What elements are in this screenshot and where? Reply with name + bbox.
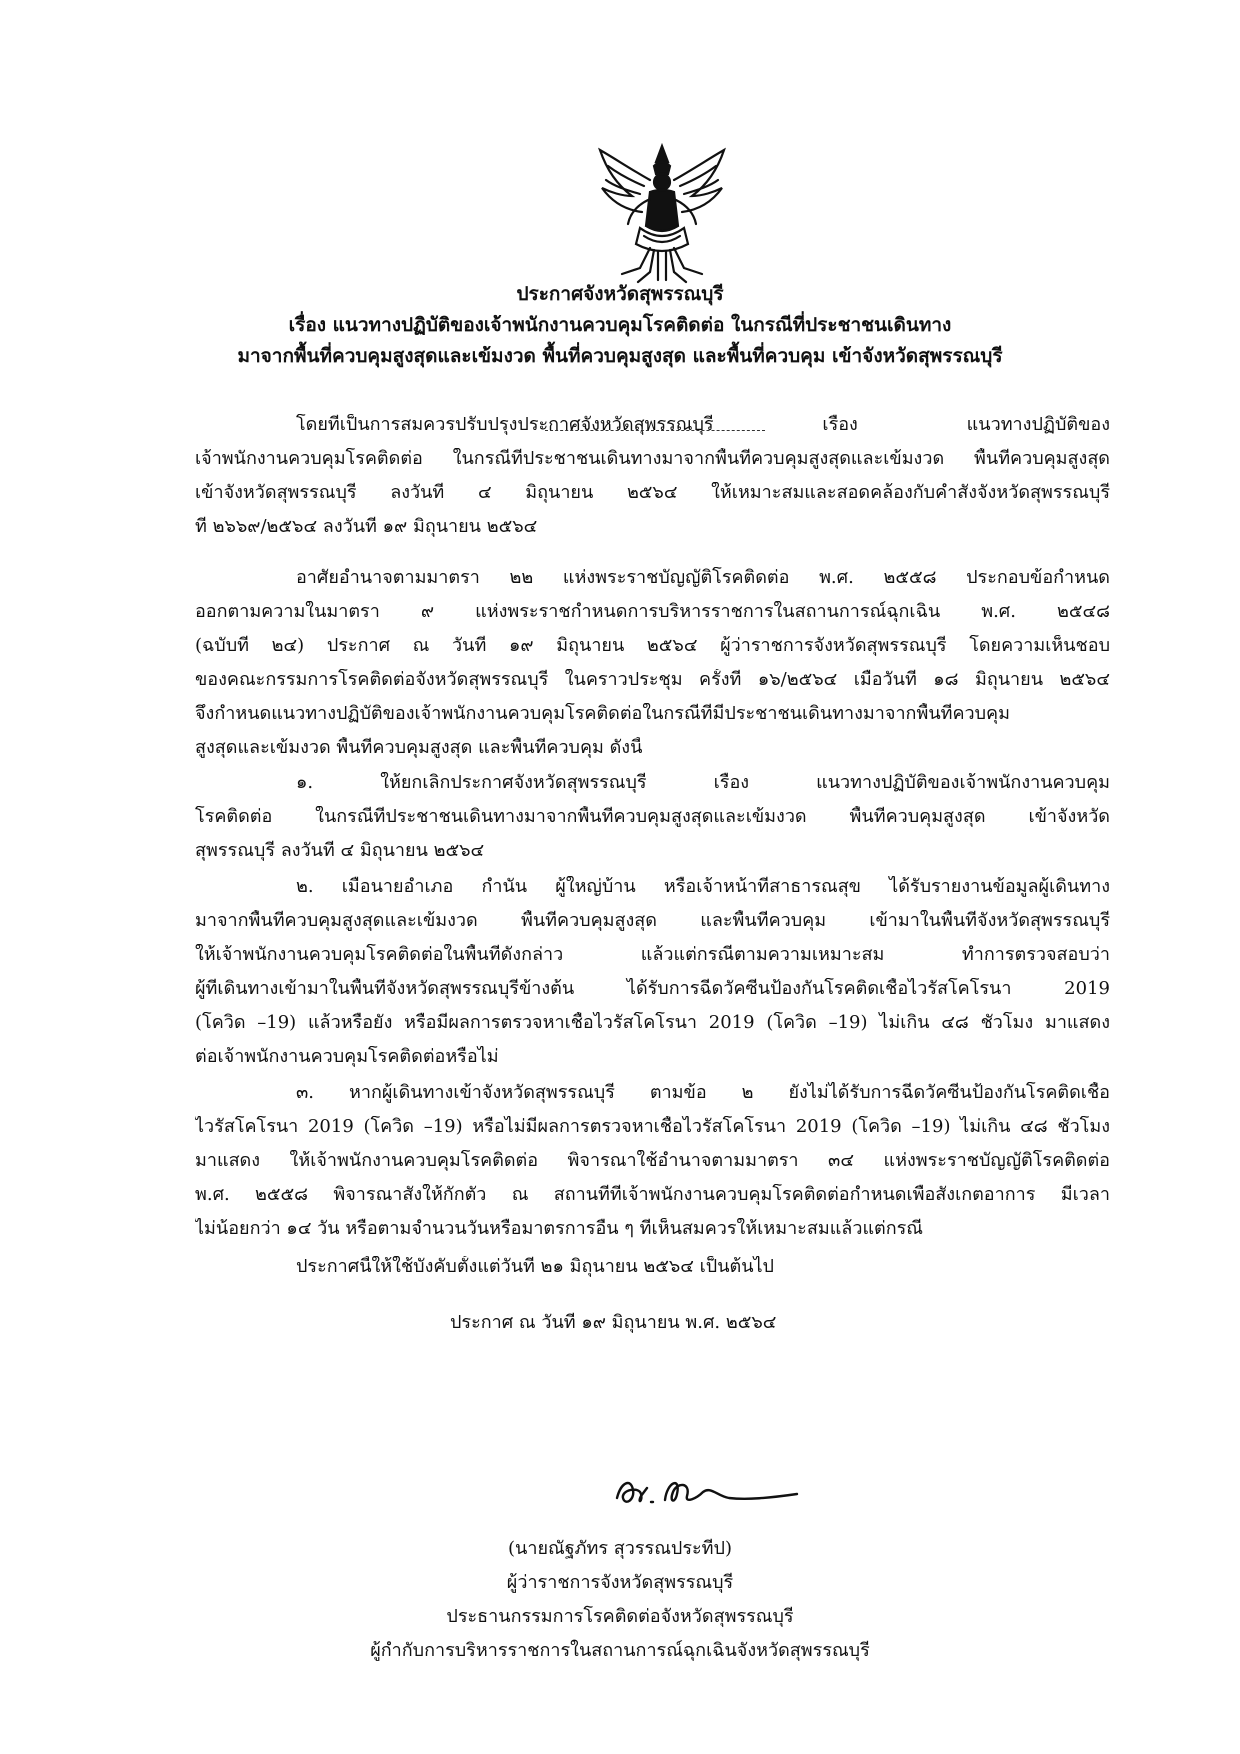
paragraph-line: เข้าจังหวัดสุพรรณบุรี ลงวันที่ ๔ มิถุนายน ๒๕๖๔ ให้เหมาะสมและสอดคล้องกับคำสั่งจังหวัดสุพรรณบุรี (195, 482, 1110, 503)
announcement-title: ประกาศจังหวัดสุพรรณบุรี (516, 283, 724, 305)
paragraph-line: ออกตามความในมาตรา ๙ แห่งพระราชกำหนดการบริหารราชการในสถานการณ์ฉุกเฉิน พ.ศ. ๒๕๔๘ (195, 601, 1110, 622)
clause-2-line: ให้เจ้าพนักงานควบคุมโรคติดต่อในพื้นที่ดังกล่าว แล้วแต่กรณีตามความเหมาะสม ทำการตรวจสอบว่า (195, 944, 1110, 965)
clause-3-line: ไวรัสโคโรนา 2019 (โควิด –19) หรือไม่มีผลการตรวจหาเชื้อไวรัสโคโรนา 2019 (โควิด –19) ไม่เกิน ๔๘ ชั่วโมง (195, 1116, 1110, 1137)
signatory-name: (นายณัฐภัทร สุวรรณประทีป) (508, 1538, 732, 1559)
paragraph-line: อาศัยอำนาจตามมาตรา ๒๒ แห่งพระราชบัญญัติโรคติดต่อ พ.ศ. ๒๕๕๘ ประกอบข้อกำหนด (296, 567, 1110, 588)
clause-1-line: ๑. ให้ยกเลิกประกาศจังหวัดสุพรรณบุรี เรื่อง แนวทางปฏิบัติของเจ้าพนักงานควบคุม (296, 772, 1110, 793)
paragraph-line: ของคณะกรรมการโรคติดต่อจังหวัดสุพรรณบุรี ในคราวประชุม ครั้งที่ ๑๖/๒๕๖๔ เมื่อวันที่ ๑๘ มิถุนายน ๒๕๖๔ (195, 669, 1110, 690)
clause-1-line: สุพรรณบุรี ลงวันที่ ๔ มิถุนายน ๒๕๖๔ (195, 840, 485, 861)
paragraph-line: โดยที่เป็นการสมควรปรับปรุงประกาศจังหวัดสุพรรณบุรี เรื่อง แนวทางปฏิบัติของ (296, 414, 1110, 435)
clause-3-line: มาแสดง ให้เจ้าพนักงานควบคุมโรคติดต่อ พิจารณาใช้อำนาจตามมาตรา ๓๔ แห่งพระราชบัญญัติโรคติดต่อ (195, 1150, 1110, 1171)
announcement-date: ประกาศ ณ วันที่ ๑๙ มิถุนายน พ.ศ. ๒๕๖๔ (450, 1312, 777, 1333)
clause-2-line: มาจากพื้นที่ควบคุมสูงสุดและเข้มงวด พื้นที่ควบคุมสูงสุด และพื้นที่ควบคุม เข้ามาในพื้นที่จังหวัดสุพรรณบุรี (195, 910, 1110, 931)
paragraph-line: สูงสุดและเข้มงวด พื้นที่ควบคุมสูงสุด และพื้นที่ควบคุม ดังนี้ (195, 737, 643, 758)
paragraph-line: เจ้าพนักงานควบคุมโรคติดต่อ ในกรณีที่ประชาชนเดินทางมาจากพื้นที่ควบคุมสูงสุดและเข้มงวด พื้นที่ควบคุมสูงสุด (195, 448, 1110, 469)
signatory-position: ผู้กำกับการบริหารราชการในสถานการณ์ฉุกเฉินจังหวัดสุพรรณบุรี (370, 1640, 870, 1661)
effective-date-line: ประกาศนี้ให้ใช้บังคับตั้งแต่วันที่ ๒๑ มิถุนายน ๒๕๖๔ เป็นต้นไป (296, 1256, 774, 1277)
clause-2-line: ผู้ที่เดินทางเข้ามาในพื้นที่จังหวัดสุพรรณบุรีข้างต้น ได้รับการฉีดวัคซีนป้องกันโรคติดเชื้อไวรัสโคโรนา 2019 (195, 978, 1110, 999)
paragraph-line: ที่ ๒๖๖๙/๒๕๖๔ ลงวันที่ ๑๙ มิถุนายน ๒๕๖๔ (195, 516, 538, 537)
subject-line-1: เรื่อง แนวทางปฏิบัติของเจ้าพนักงานควบคุมโรคติดต่อ ในกรณีที่ประชาชนเดินทาง (288, 314, 952, 336)
clause-3-line: ๓. หากผู้เดินทางเข้าจังหวัดสุพรรณบุรี ตามข้อ ๒ ยังไม่ได้รับการฉีดวัคซีนป้องกันโรคติดเชื้อ (296, 1082, 1110, 1103)
clause-1-line: โรคติดต่อ ในกรณีที่ประชาชนเดินทางมาจากพื้นที่ควบคุมสูงสุดและเข้มงวด พื้นที่ควบคุมสูงสุด เข้าจังหวัด (195, 806, 1110, 827)
clause-2-line: ต่อเจ้าพนักงานควบคุมโรคติดต่อหรือไม่ (195, 1046, 499, 1067)
paragraph-line: จึงกำหนดแนวทางปฏิบัติของเจ้าพนักงานควบคุมโรคติดต่อในกรณีที่มีประชาชนเดินทางมาจากพื้นที่ควบคุม (195, 703, 1010, 724)
clause-3-line: ไม่น้อยกว่า ๑๔ วัน หรือตามจำนวนวันหรือมาตรการอื่น ๆ ที่เห็นสมควรให้เหมาะสมแล้วแต่กรณี (195, 1218, 923, 1239)
clause-2-line: (โควิด –19) แล้วหรือยัง หรือมีผลการตรวจหาเชื้อไวรัสโคโรนา 2019 (โควิด –19) ไม่เกิน ๔๘ ชั่วโมง มาแสดง (195, 1012, 1110, 1033)
garuda-emblem-icon (592, 140, 732, 288)
signatory-position: ประธานกรรมการโรคติดต่อจังหวัดสุพรรณบุรี (446, 1606, 794, 1627)
clause-2-line: ๒. เมื่อนายอำเภอ กำนัน ผู้ใหญ่บ้าน หรือเจ้าหน้าที่สาธารณสุข ได้รับรายงานข้อมูลผู้เดินทาง (296, 876, 1110, 897)
signatory-position: ผู้ว่าราชการจังหวัดสุพรรณบุรี (506, 1572, 734, 1593)
clause-3-line: พ.ศ. ๒๕๕๘ พิจารณาสั่งให้กักตัว ณ สถานที่ที่เจ้าพนักงานควบคุมโรคติดต่อกำหนดเพื่อสังเกตอาการ มีเวลา (195, 1184, 1110, 1205)
subject-line-2: มาจากพื้นที่ควบคุมสูงสุดและเข้มงวด พื้นที่ควบคุมสูงสุด และพื้นที่ควบคุม เข้าจังหวัดสุพรรณบุรี (237, 345, 1003, 367)
handwritten-signature (607, 1468, 807, 1514)
paragraph-line: (ฉบับที่ ๒๔) ประกาศ ณ วันที่ ๑๙ มิถุนายน ๒๕๖๔ ผู้ว่าราชการจังหวัดสุพรรณบุรี โดยความเห็นชอบ (195, 635, 1110, 656)
